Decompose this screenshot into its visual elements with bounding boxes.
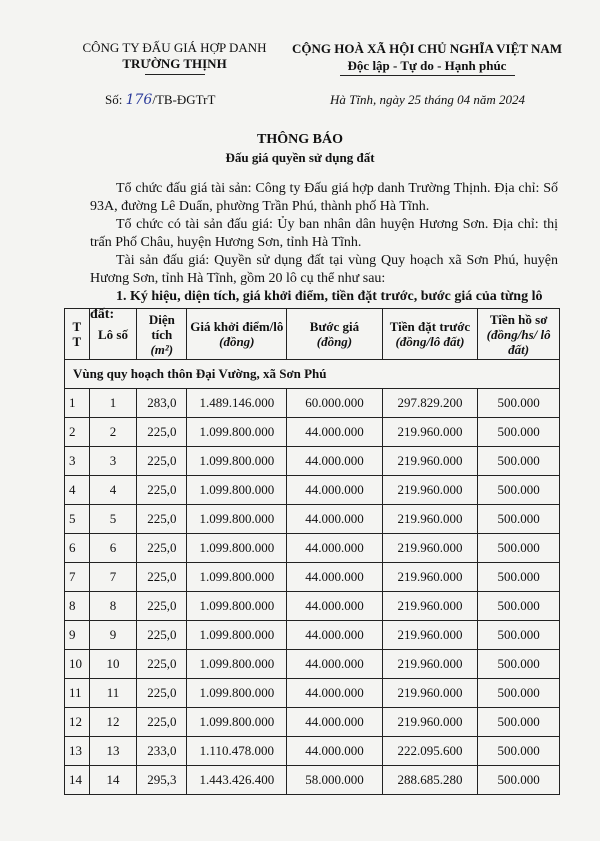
cell-lot-number: 6 bbox=[89, 534, 137, 563]
paragraph-organizer bbox=[90, 180, 558, 216]
cell-bid-step: 44.000.000 bbox=[287, 679, 382, 708]
group-label: Vùng quy hoạch thôn Đại Vường, xã Sơn Phú bbox=[65, 360, 560, 389]
document-number bbox=[105, 92, 215, 108]
cell-tt: 9 bbox=[65, 621, 90, 650]
header-underline bbox=[145, 74, 205, 75]
cell-starting-price: 1.099.800.000 bbox=[187, 505, 287, 534]
cell-lot-number: 8 bbox=[89, 592, 137, 621]
cell-starting-price: 1.099.800.000 bbox=[187, 679, 287, 708]
cell-area: 225,0 bbox=[137, 447, 187, 476]
cell-area: 233,0 bbox=[137, 737, 187, 766]
cell-bid-step: 44.000.000 bbox=[287, 476, 382, 505]
header-deposit: Tiền đặt trước (đồng/lô đất) bbox=[382, 309, 478, 360]
table-row bbox=[65, 708, 560, 737]
cell-dossier-fee: 500.000 bbox=[478, 476, 560, 505]
cell-deposit: 297.829.200 bbox=[382, 389, 478, 418]
document-title: THÔNG BÁO bbox=[257, 132, 343, 147]
cell-area: 225,0 bbox=[137, 621, 187, 650]
table-row bbox=[65, 563, 560, 592]
cell-tt: 1 bbox=[65, 389, 90, 418]
cell-starting-price: 1.443.426.400 bbox=[187, 766, 287, 795]
cell-lot-number: 5 bbox=[89, 505, 137, 534]
cell-bid-step: 44.000.000 bbox=[287, 592, 382, 621]
table-header-row bbox=[65, 309, 560, 360]
cell-dossier-fee: 500.000 bbox=[478, 679, 560, 708]
cell-deposit: 219.960.000 bbox=[382, 679, 478, 708]
section-heading-1-text: 1. Ký hiệu, diện tích, giá khởi điểm, tiền đặt trước, bước giá của từng lô đất: bbox=[90, 289, 543, 322]
cell-deposit: 288.685.280 bbox=[382, 766, 478, 795]
cell-starting-price: 1.099.800.000 bbox=[187, 621, 287, 650]
cell-area: 225,0 bbox=[137, 476, 187, 505]
cell-deposit: 219.960.000 bbox=[382, 621, 478, 650]
republic-title: CỘNG HOÀ XÃ HỘI CHỦ NGHĨA VIỆT NAM bbox=[291, 41, 563, 56]
cell-dossier-fee: 500.000 bbox=[478, 534, 560, 563]
header-starting-price: Giá khởi điểm/lô (đồng) bbox=[187, 309, 287, 360]
cell-dossier-fee: 500.000 bbox=[478, 447, 560, 476]
cell-deposit: 219.960.000 bbox=[382, 563, 478, 592]
cell-deposit: 219.960.000 bbox=[382, 592, 478, 621]
cell-tt: 6 bbox=[65, 534, 90, 563]
cell-dossier-fee: 500.000 bbox=[478, 708, 560, 737]
national-header bbox=[282, 40, 572, 76]
cell-lot-number: 4 bbox=[89, 476, 137, 505]
table-group-row bbox=[65, 360, 560, 389]
document-number-label: Số: bbox=[105, 92, 123, 107]
table-row bbox=[65, 389, 560, 418]
header-dossier-fee: Tiền hồ sơ (đồng/hs/ lô đất) bbox=[478, 309, 560, 360]
table-row bbox=[65, 447, 560, 476]
cell-starting-price: 1.099.800.000 bbox=[187, 418, 287, 447]
cell-area: 225,0 bbox=[137, 563, 187, 592]
cell-dossier-fee: 500.000 bbox=[478, 505, 560, 534]
cell-bid-step: 44.000.000 bbox=[287, 708, 382, 737]
cell-deposit: 219.960.000 bbox=[382, 534, 478, 563]
cell-starting-price: 1.099.800.000 bbox=[187, 708, 287, 737]
cell-bid-step: 44.000.000 bbox=[287, 505, 382, 534]
paragraph-asset bbox=[90, 252, 558, 288]
cell-lot-number: 14 bbox=[89, 766, 137, 795]
lots-table bbox=[64, 308, 560, 795]
cell-tt: 13 bbox=[65, 737, 90, 766]
cell-area: 295,3 bbox=[137, 766, 187, 795]
table-row bbox=[65, 621, 560, 650]
cell-lot-number: 9 bbox=[89, 621, 137, 650]
cell-starting-price: 1.099.800.000 bbox=[187, 650, 287, 679]
cell-area: 225,0 bbox=[137, 650, 187, 679]
cell-bid-step: 44.000.000 bbox=[287, 737, 382, 766]
cell-area: 225,0 bbox=[137, 505, 187, 534]
cell-dossier-fee: 500.000 bbox=[478, 621, 560, 650]
cell-tt: 5 bbox=[65, 505, 90, 534]
cell-area: 225,0 bbox=[137, 534, 187, 563]
cell-lot-number: 13 bbox=[89, 737, 137, 766]
cell-dossier-fee: 500.000 bbox=[478, 418, 560, 447]
paragraph-organizer-text: Tổ chức đấu giá tài sản: Công ty Đấu giá hợp danh Trường Thịnh. Địa chỉ: Số 93A, đường Lê Duẩn, phường Trần Phú, thành phố Hà Tĩnh. bbox=[90, 181, 558, 214]
motto-underline bbox=[340, 75, 515, 76]
cell-dossier-fee: 500.000 bbox=[478, 737, 560, 766]
cell-deposit: 219.960.000 bbox=[382, 708, 478, 737]
cell-bid-step: 44.000.000 bbox=[287, 447, 382, 476]
cell-dossier-fee: 500.000 bbox=[478, 650, 560, 679]
cell-starting-price: 1.489.146.000 bbox=[187, 389, 287, 418]
paragraph-asset-owner bbox=[90, 216, 558, 252]
cell-area: 225,0 bbox=[137, 708, 187, 737]
cell-starting-price: 1.099.800.000 bbox=[187, 534, 287, 563]
cell-dossier-fee: 500.000 bbox=[478, 592, 560, 621]
table-row bbox=[65, 476, 560, 505]
table-row bbox=[65, 679, 560, 708]
paragraph-asset-text: Tài sản đấu giá: Quyền sử dụng đất tại vùng Quy hoạch xã Sơn Phú, huyện Hương Sơn, tỉnh Hà Tĩnh, gồm 20 lô cụ thể như sau: bbox=[90, 253, 558, 286]
cell-lot-number: 12 bbox=[89, 708, 137, 737]
cell-lot-number: 11 bbox=[89, 679, 137, 708]
cell-tt: 3 bbox=[65, 447, 90, 476]
cell-area: 225,0 bbox=[137, 679, 187, 708]
cell-tt: 12 bbox=[65, 708, 90, 737]
cell-dossier-fee: 500.000 bbox=[478, 563, 560, 592]
cell-bid-step: 44.000.000 bbox=[287, 563, 382, 592]
cell-lot-number: 10 bbox=[89, 650, 137, 679]
table-row bbox=[65, 737, 560, 766]
document-number-suffix: /TB-ĐGTrT bbox=[152, 92, 216, 107]
cell-starting-price: 1.099.800.000 bbox=[187, 592, 287, 621]
cell-lot-number: 7 bbox=[89, 563, 137, 592]
cell-starting-price: 1.099.800.000 bbox=[187, 563, 287, 592]
document-subtitle: Đấu giá quyền sử dụng đất bbox=[225, 150, 375, 165]
header-tt: T T bbox=[65, 309, 90, 360]
cell-starting-price: 1.099.800.000 bbox=[187, 476, 287, 505]
header-lot-number: Lô số bbox=[89, 309, 137, 360]
company-name-line2: TRƯỜNG THỊNH bbox=[122, 56, 227, 71]
table-row bbox=[65, 650, 560, 679]
cell-bid-step: 44.000.000 bbox=[287, 621, 382, 650]
cell-deposit: 219.960.000 bbox=[382, 505, 478, 534]
cell-area: 225,0 bbox=[137, 418, 187, 447]
cell-dossier-fee: 500.000 bbox=[478, 389, 560, 418]
cell-bid-step: 60.000.000 bbox=[287, 389, 382, 418]
cell-bid-step: 58.000.000 bbox=[287, 766, 382, 795]
cell-lot-number: 2 bbox=[89, 418, 137, 447]
cell-tt: 4 bbox=[65, 476, 90, 505]
cell-tt: 11 bbox=[65, 679, 90, 708]
cell-tt: 14 bbox=[65, 766, 90, 795]
cell-deposit: 219.960.000 bbox=[382, 650, 478, 679]
table-row bbox=[65, 766, 560, 795]
cell-deposit: 219.960.000 bbox=[382, 447, 478, 476]
cell-tt: 2 bbox=[65, 418, 90, 447]
table-row bbox=[65, 592, 560, 621]
company-name-line1: CÔNG TY ĐẤU GIÁ HỢP DANH bbox=[82, 40, 267, 55]
cell-starting-price: 1.110.478.000 bbox=[187, 737, 287, 766]
cell-deposit: 219.960.000 bbox=[382, 418, 478, 447]
header-bid-step: Bước giá (đồng) bbox=[287, 309, 382, 360]
document-date: Hà Tĩnh, ngày 25 tháng 04 năm 2024 bbox=[330, 92, 525, 107]
paragraph-asset-owner-text: Tổ chức có tài sản đấu giá: Ủy ban nhân dân huyện Hương Sơn. Địa chỉ: thị trấn Phố Châu, huyện Hương Sơn, tỉnh Hà Tĩnh. bbox=[90, 217, 558, 250]
table-row bbox=[65, 534, 560, 563]
cell-bid-step: 44.000.000 bbox=[287, 534, 382, 563]
header-area: Diện tích (m²) bbox=[137, 309, 187, 360]
cell-dossier-fee: 500.000 bbox=[478, 766, 560, 795]
cell-starting-price: 1.099.800.000 bbox=[187, 447, 287, 476]
cell-bid-step: 44.000.000 bbox=[287, 650, 382, 679]
cell-tt: 10 bbox=[65, 650, 90, 679]
cell-area: 283,0 bbox=[137, 389, 187, 418]
cell-deposit: 222.095.600 bbox=[382, 737, 478, 766]
company-header bbox=[72, 40, 277, 75]
cell-tt: 7 bbox=[65, 563, 90, 592]
cell-deposit: 219.960.000 bbox=[382, 476, 478, 505]
document-number-handwritten: 176 bbox=[125, 92, 153, 108]
cell-area: 225,0 bbox=[137, 592, 187, 621]
cell-lot-number: 3 bbox=[89, 447, 137, 476]
cell-bid-step: 44.000.000 bbox=[287, 418, 382, 447]
cell-lot-number: 1 bbox=[89, 389, 137, 418]
cell-tt: 8 bbox=[65, 592, 90, 621]
republic-motto: Độc lập - Tự do - Hạnh phúc bbox=[347, 58, 507, 73]
table-row bbox=[65, 505, 560, 534]
table-row bbox=[65, 418, 560, 447]
